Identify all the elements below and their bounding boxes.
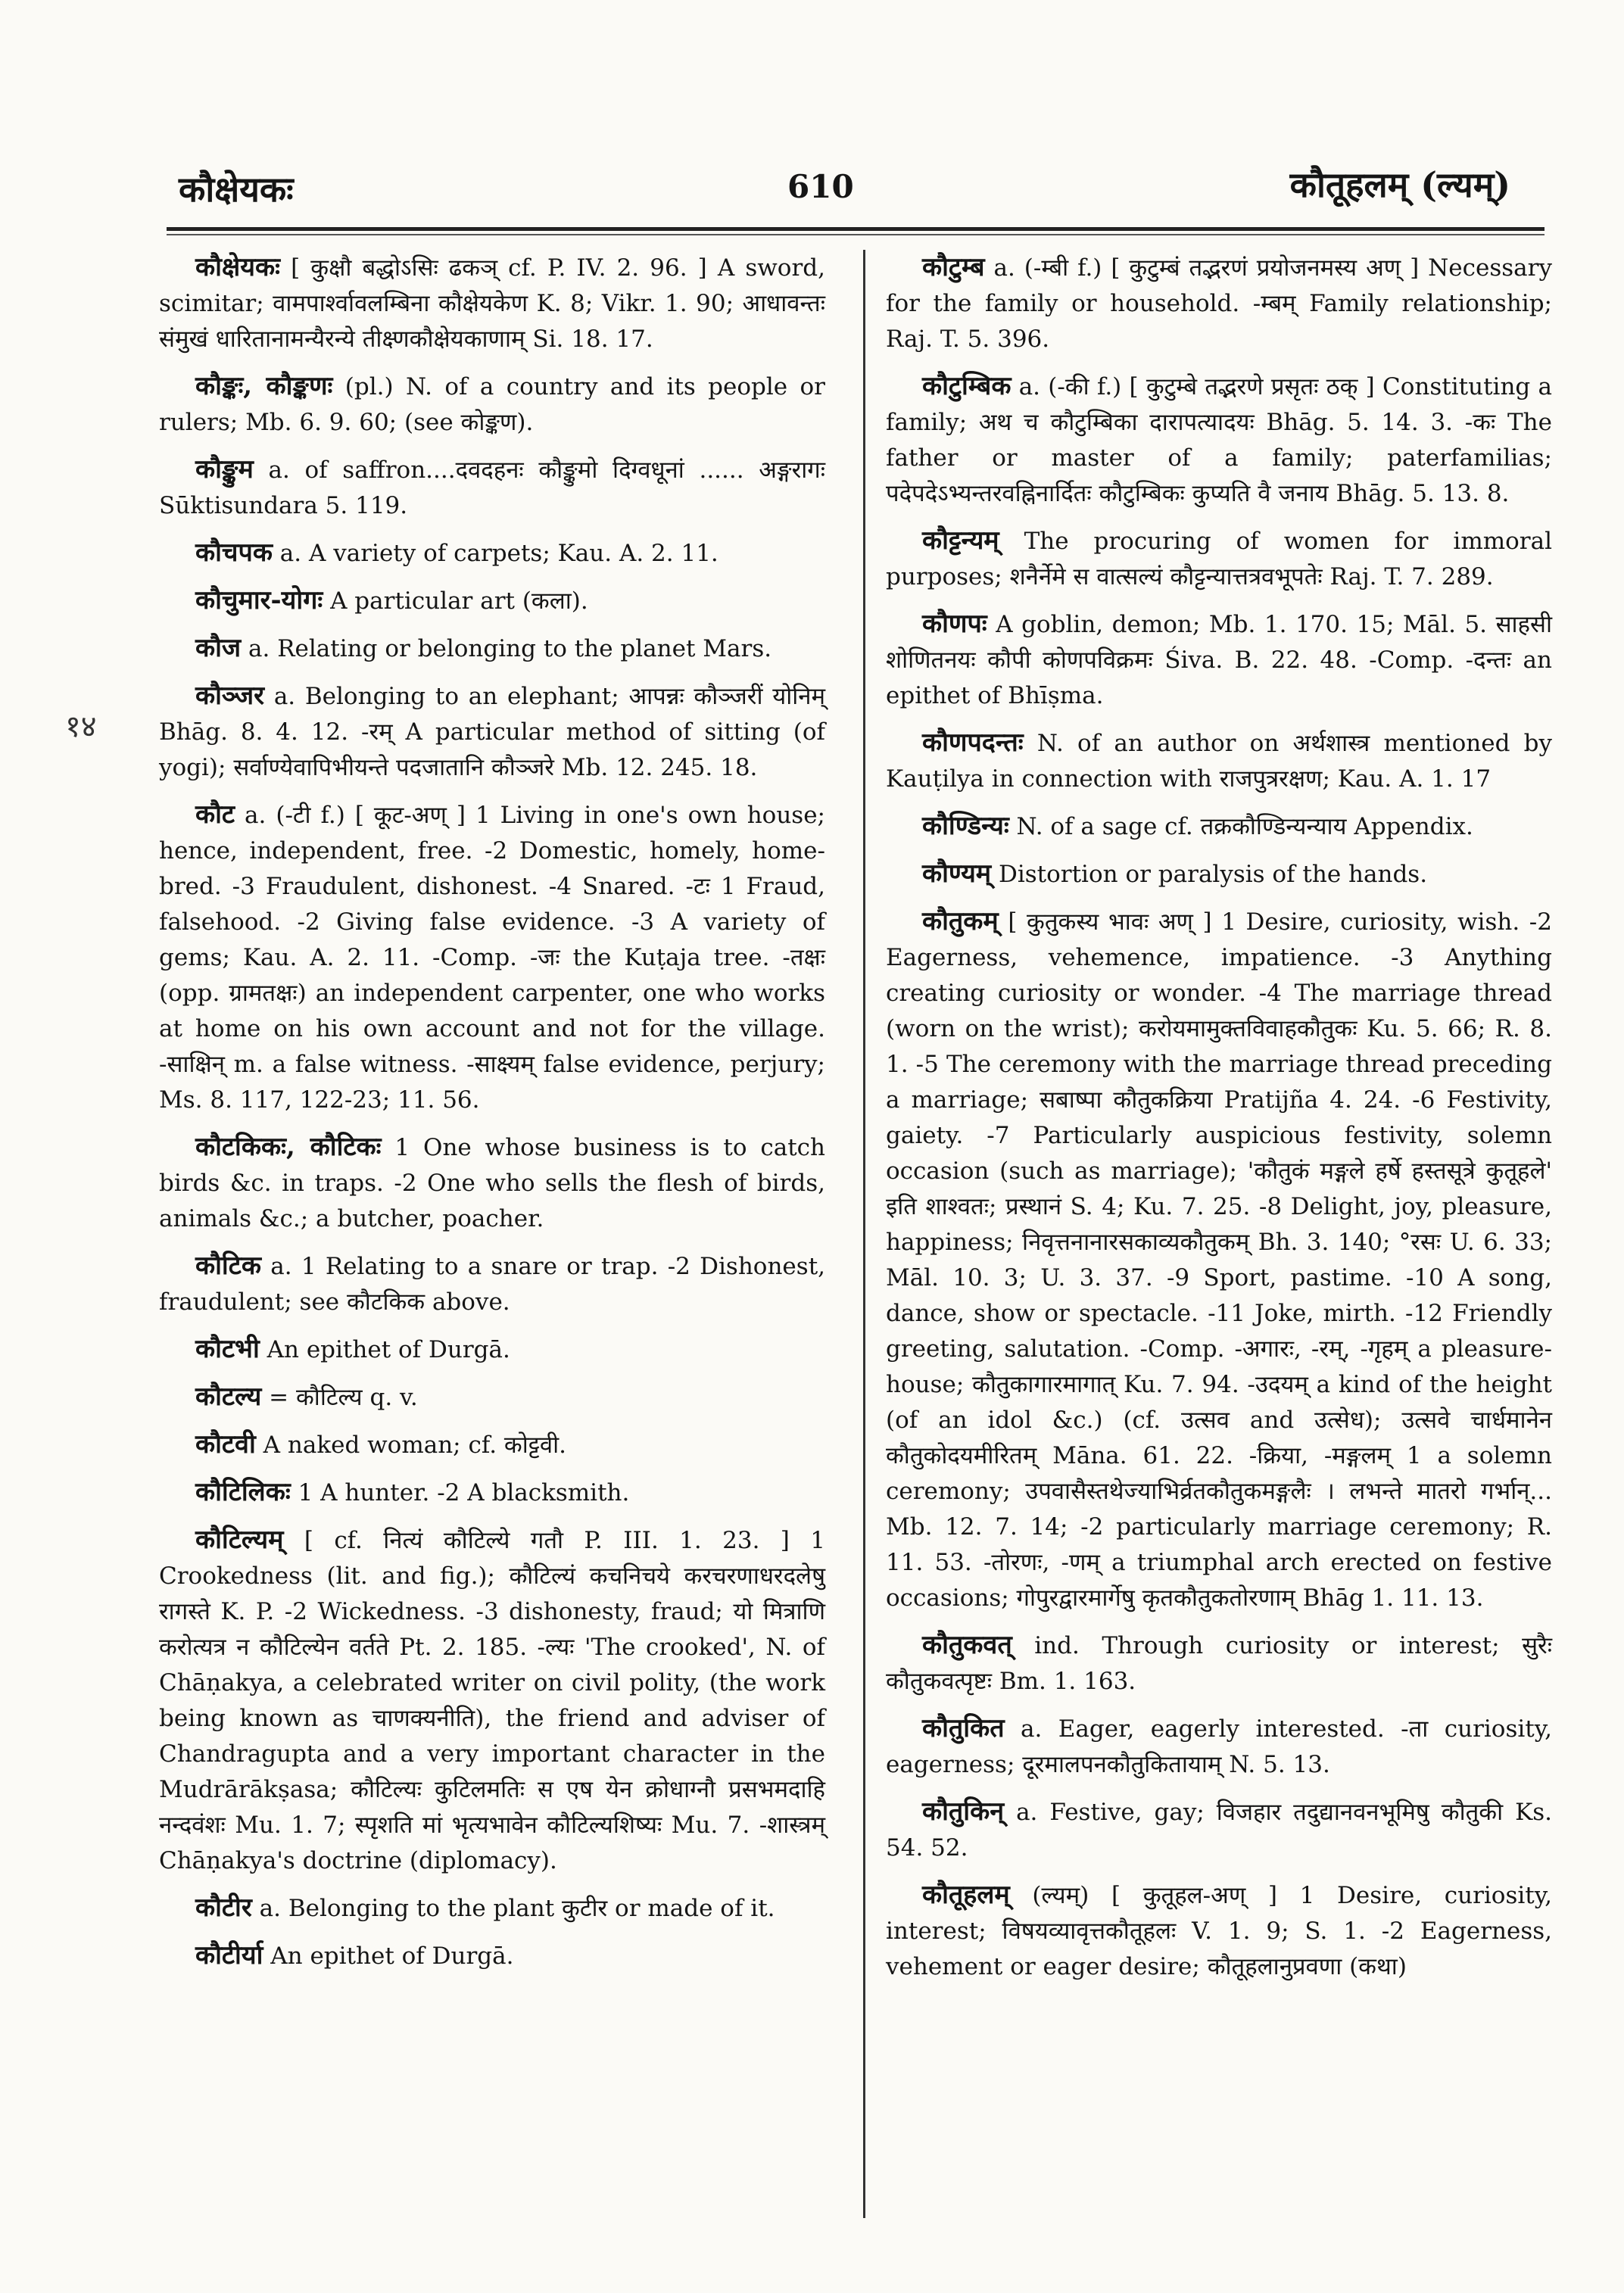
entry-headword: कौतुकवत् <box>922 1630 1012 1660</box>
entry-definition: a. Eager, eagerly interested. -ता curiosity, eagerness; दूरमालपनकौतुकितायाम् N. 5. 13. <box>886 1715 1552 1778</box>
entry-definition: N. of a sage cf. तक्रकौण्डिन्यन्याय Appendix. <box>1016 813 1473 840</box>
entry-headword: कौङ्कः, कौङ्कणः <box>195 371 333 401</box>
entry-headword: कौटिलिकः <box>195 1477 291 1507</box>
dictionary-entry <box>886 250 1552 357</box>
entry-headword: कौञ्जर <box>195 681 265 711</box>
entry-definition: The procuring of women for immoral purposes; शनैर्नेमे स वात्सल्यं कौट्टन्यात्तत्रवभूपतेः Raj. T. 7. 289. <box>886 528 1552 590</box>
column-divider <box>863 250 865 2218</box>
dictionary-entry <box>159 1379 825 1416</box>
dictionary-entry <box>886 523 1552 595</box>
entry-headword: कौतुकिन् <box>922 1796 1005 1827</box>
entry-definition: [ कुक्षौ बद्धोऽसिः ढकञ् cf. P. IV. 2. 96. ] A sword, scimitar; वामपार्श्वावलम्बिना कौक्षेयकेण K. 8; Vikr. 1. 90; आधावन्तः संमुखं धारितानामन्यैरन्ये तीक्ष्णकौक्षेयकाणाम् Si. 18. 17. <box>159 254 825 353</box>
dictionary-entry <box>159 583 825 619</box>
entry-headword: कौचपक <box>195 537 273 568</box>
entry-headword: कौटुम्ब <box>922 252 985 282</box>
dictionary-entry <box>886 808 1552 845</box>
dictionary-entry <box>159 678 825 786</box>
entry-headword: कौङ्कुम <box>195 454 254 484</box>
header-rule-thin <box>167 234 1545 235</box>
dictionary-entry <box>159 250 825 357</box>
dictionary-entry <box>886 904 1552 1616</box>
header-rule <box>167 227 1545 231</box>
entry-definition: a. Belonging to an elephant; आपन्नः कौञ्जरीं योनिम् Bhāg. 8. 4. 12. -रम् A particular method of sitting (of yogi); सर्वाण्येवापिभीयन्ते पदजातानि कौञ्जरे Mb. 12. 245. 18. <box>159 683 825 781</box>
dictionary-entry <box>159 452 825 524</box>
dictionary-entry <box>159 1427 825 1463</box>
entry-definition: a. A variety of carpets; Kau. A. 2. 11. <box>279 540 718 567</box>
entry-definition: [ cf. नित्यं कौटिल्ये गतौ P. III. 1. 23. ] 1 Crookedness (lit. and fig.); कौटिल्यं कचनिचये करचरणाधरदलेषु रागस्ते K. P. -2 Wickedness. -3 dishonesty, fraud; यो मित्राणि करोत्यत्र न कौटिल्येन वर्तते Pt. 2. 185. -ल्यः 'The crooked', N. of Chāṇakya, a celebrated writer on civil polity, (the work being known as चाणक्यनीति), the friend and adviser of Chandragupta and a very important character in the Mudrārākṣasa; कौटिल्यः कुटिलमतिः स एष येन क्रोधाग्नौ प्रसभमदाहि नन्दवंशः Mu. 1. 7; स्पृशति मां भृत्यभावेन कौटिल्यशिष्यः Mu. 7. -शास्त्रम् Chāṇakya's doctrine (diplomacy). <box>159 1527 825 1874</box>
dictionary-entry <box>159 1475 825 1511</box>
entry-definition: ind. Through curiosity or interest; सुरैः कौतुकवत्पृष्टः Bm. 1. 163. <box>886 1632 1552 1695</box>
entry-headword: कौटीर्या <box>195 1940 263 1971</box>
right-running-headword: कौतूहलम् (ल्यम्) <box>1289 164 1510 205</box>
entry-definition: a. (-म्बी f.) [ कुटुम्बं तद्भरणं प्रयोजनमस्य अण् ] Necessary for the family or household. -म्बम् Family relationship; Raj. T. 5. 396. <box>886 254 1552 353</box>
dictionary-entry <box>159 1890 825 1927</box>
entry-headword: कौटुम्बिक <box>922 371 1011 401</box>
entry-definition: 1 One whose business is to catch birds &c. in traps. -2 One who sells the flesh of birds, animals &c.; a butcher, poacher. <box>159 1134 826 1232</box>
entry-definition: (pl.) N. of a country and its people or rulers; Mb. 6. 9. 60; (see कोङ्कण). <box>159 373 826 436</box>
entry-headword: कौटल्य <box>195 1382 262 1412</box>
right-column <box>886 250 1552 1996</box>
dictionary-entry <box>159 535 825 572</box>
entry-definition: a. Festive, gay; विजहार तदुद्यानवनभूमिषु कौतुकी Ks. 54. 52. <box>886 1799 1552 1862</box>
entry-definition: N. of an author on अर्थशास्त्र mentioned by Kauṭilya in connection with राजपुत्ररक्षण; Kau. A. 1. 17 <box>886 730 1552 793</box>
entry-headword: कौट्टन्यम् <box>922 525 999 556</box>
entry-definition: a. (-टी f.) [ कूट-अण् ] 1 Living in one's own house; hence, independent, free. -2 Domestic, homely, home-bred. -3 Fraudulent, dishonest. -4 Snared. -टः 1 Fraud, falsehood. -2 Giving false evidence. -3 A variety of gems; Kau. A. 2. 11. -Comp. -जः the Kuṭaja tree. -तक्षः (opp. ग्रामतक्षः) an independent carpenter, one who works at home on his own account and not for the village. -साक्षिन् m. a false witness. -साक्ष्यम् false evidence, perjury; Ms. 8. 117, 122-23; 11. 56. <box>159 802 825 1114</box>
entry-headword: कौटवी <box>195 1429 256 1460</box>
entry-headword: कौणपदन्तः <box>922 727 1024 758</box>
entry-headword: कौतुकित <box>922 1713 1005 1743</box>
entry-headword: कौटीर <box>195 1893 252 1923</box>
left-column <box>159 250 825 1986</box>
page-header <box>0 0 1624 242</box>
entry-headword: कौतूहलम् <box>922 1880 1010 1910</box>
entry-headword: कौटिल्यम् <box>195 1525 284 1555</box>
entry-headword: कौज <box>195 633 242 663</box>
entry-headword: कौट <box>195 799 235 830</box>
entry-definition: a. Relating or belonging to the planet Mars. <box>248 635 772 662</box>
dictionary-entry <box>159 1938 825 1974</box>
dictionary-entry <box>159 1332 825 1368</box>
entry-definition: An epithet of Durgā. <box>270 1943 514 1970</box>
dictionary-entry <box>886 369 1552 512</box>
entry-headword: कौटभी <box>195 1334 260 1364</box>
entry-definition: A particular art (कला). <box>330 587 588 615</box>
entry-headword: कौणपः <box>922 609 987 639</box>
dictionary-entry <box>886 606 1552 714</box>
entry-definition: a. Belonging to the plant कुटीर or made of it. <box>259 1895 775 1922</box>
dictionary-entry <box>886 1794 1552 1866</box>
entry-headword: कौटिक <box>195 1251 261 1281</box>
page-number: 610 <box>787 168 854 205</box>
entry-definition: An epithet of Durgā. <box>267 1336 510 1363</box>
dictionary-entry <box>159 797 825 1118</box>
dictionary-entry <box>159 1129 825 1237</box>
entry-headword: कौण्डिन्यः <box>922 811 1009 841</box>
dictionary-entry <box>886 1628 1552 1699</box>
entry-definition: [ कुतुकस्य भावः अण् ] 1 Desire, curiosity, wish. -2 Eagerness, vehemence, impatience. -3 Anything creating curiosity or wonder. -4 The marriage thread (worn on the wrist); करोयमामुक्तविवाहकौतुकः Ku. 5. 66; R. 8. 1. -5 The ceremony with the marriage thread preceding a marriage; सबाष्पा कौतुकक्रिया Pratijña 4. 24. -6 Festivity, gaiety. -7 Particularly auspicious festivity, solemn occasion (such as marriage); 'कौतुकं मङ्गले हर्षे हस्तसूत्रे कुतूहले' इति शाश्वतः; प्रस्थानं S. 4; Ku. 7. 25. -8 Delight, joy, pleasure, happiness; निवृत्तनानारसकाव्यकौतुकम् Bh. 3. 140; °रसः U. 6. 33; Māl. 10. 3; U. 3. 37. -9 Sport, pastime. -10 A song, dance, show or spectacle. -11 Joke, mirth. -12 Friendly greeting, salutation. -Comp. -अगारः, -रम्, -गृहम् a pleasure-house; कौतुकागारमागात् Ku. 7. 94. -उदयम् a kind of the height (of an idol &c.) (cf. उत्सव and उत्सेध); उत्सवे चार्धमानेन कौतुकोदयमीरितम् Māna. 61. 22. -क्रिया, -मङ्गलम् 1 a solemn ceremony; उपवासैस्तथेज्याभिर्व्रतकौतुकमङ्गलैः । लभन्ते मातरो गर्भान्... Mb. 12. 7. 14; -2 particularly marriage ceremony; R. 11. 53. -तोरणः, -णम् a triumphal arch erected on festive occasions; गोपुरद्वारमार्गेषु कृतकौतुकतोरणाम् Bhāg 1. 11. 13. <box>886 908 1552 1612</box>
dictionary-entry <box>886 1711 1552 1783</box>
entry-definition: (ल्यम्) [ कुतूहल-अण् ] 1 Desire, curiosity, interest; विषयव्यावृत्तकौतूहलः V. 1. 9; S. 1. -2 Eagerness, vehement or eager desire; कौतूहलानुप्रवणा (कथा) <box>886 1882 1553 1980</box>
entry-headword: कौचुमार-योगः <box>195 585 323 615</box>
entry-headword: कौण्यम् <box>922 858 992 889</box>
dictionary-entry <box>159 369 825 441</box>
dictionary-entry <box>886 1877 1552 1985</box>
dictionary-entry <box>159 631 825 667</box>
entry-definition: 1 A hunter. -2 A blacksmith. <box>298 1479 630 1506</box>
entry-headword: कौटकिकः, कौटिकः <box>195 1132 382 1162</box>
dictionary-entry <box>159 1522 825 1879</box>
left-running-headword: कौक्षेयकः <box>179 169 294 210</box>
margin-mark: १४ <box>65 709 97 744</box>
dictionary-entry <box>886 725 1552 797</box>
entry-definition: a. 1 Relating to a snare or trap. -2 Dishonest, fraudulent; see कौटकिक above. <box>159 1253 826 1316</box>
entry-definition: A naked woman; cf. कोट्टवी. <box>263 1432 567 1459</box>
entry-headword: कौतुकम् <box>922 906 999 936</box>
entry-definition: a. of saffron....दवदहनः कौङ्कुमो दिग्वधूनां ...... अङ्गरागः Sūktisundara 5. 119. <box>159 456 826 519</box>
entry-definition: = कौटिल्य q. v. <box>269 1384 418 1411</box>
entry-definition: Distortion or paralysis of the hands. <box>998 861 1428 888</box>
dictionary-entry <box>886 856 1552 893</box>
entry-definition: A goblin, demon; Mb. 1. 170. 15; Māl. 5. साहसी शोणितनयः कौपी कोणपविक्रमः Śiva. B. 22. 48. -Comp. -दन्तः an epithet of Bhīṣma. <box>886 611 1553 709</box>
dictionary-entry <box>159 1248 825 1320</box>
entry-headword: कौक्षेयकः <box>195 252 280 282</box>
entry-definition: a. (-की f.) [ कुटुम्बे तद्भरणे प्रसृतः ठक् ] Constituting a family; अथ च कौटुम्बिका दारापत्यादयः Bhāg. 5. 14. 3. -कः The father or master of a family; paterfamilias; पदेपदेऽभ्यन्तरवह्निनार्दितः कौटुम्बिकः कुप्यति वै जनाय Bhāg. 5. 13. 8. <box>886 373 1552 507</box>
